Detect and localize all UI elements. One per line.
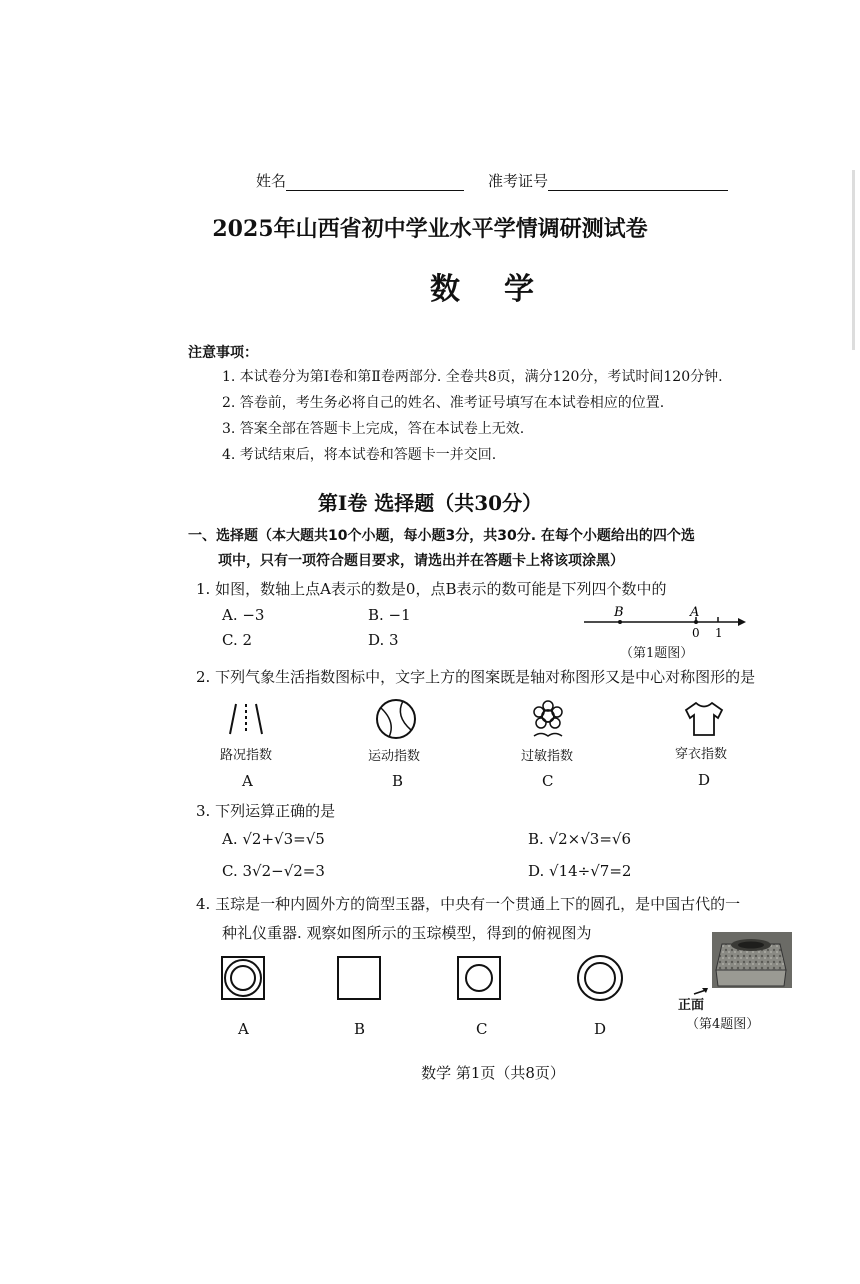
q2-icon-label-b: 运动指数 (368, 749, 421, 764)
q4-stem-2: 种礼仪重器. 观察如图所示的玉琮模型，得到的俯视图为 (222, 924, 592, 942)
q2-icon-label-c: 过敏指数 (521, 749, 574, 764)
q1-tick-0: 0 (692, 626, 700, 640)
q3-stem: 3. 下列运算正确的是 (196, 802, 336, 820)
q4-view-b (336, 955, 384, 1001)
page-title: 2025年山西省初中学业水平学情调研测试卷 (212, 216, 648, 242)
q1-tick-1: 1 (715, 626, 723, 640)
q4-view-c (456, 955, 504, 1001)
q3-option-d: D. √14÷√7=2 (528, 862, 632, 880)
name-blank (286, 174, 464, 191)
q2-stem: 2. 下列气象生活指数图标中，文字上方的图案既是轴对称图形又是中心对称图形的是 (196, 668, 756, 686)
flower-icon (528, 700, 568, 742)
q3-option-a: A. √2+√3=√5 (222, 830, 325, 848)
q1-stem: 1. 如图，数轴上点A表示的数是0，点B表示的数可能是下列四个数中的 (196, 580, 667, 598)
q4-view-a (220, 955, 268, 1001)
q2-letter-a: A (242, 772, 253, 790)
notice-item: 3. 答案全部在答题卡上完成，答在本试卷上无效. (222, 421, 525, 437)
q1-point-b-label: B (614, 605, 624, 620)
id-blank (548, 174, 728, 191)
section-title: 第Ⅰ卷 选择题（共30分） (317, 491, 543, 515)
q1-option-d: D. 3 (368, 631, 399, 649)
q2-icon-label-d: 穿衣指数 (675, 747, 728, 762)
q4-letter-a: A (238, 1020, 249, 1038)
q2-letter-c: C (542, 772, 554, 790)
q4-letter-d: D (594, 1020, 607, 1038)
shirt-icon (682, 700, 726, 738)
q4-stem-1: 4. 玉琮是一种内圆外方的筒型玉器，中央有一个贯通上下的圆孔，是中国古代的一 (196, 895, 741, 913)
part1-instructions-1: 一、选择题（本大题共10个小题，每小题3分，共30分. 在每个小题给出的四个选 (188, 528, 695, 544)
notice-heading: 注意事项： (188, 345, 258, 361)
q1-point-a-label: A (690, 605, 700, 620)
q4-view-d (575, 954, 625, 1002)
q2-letter-b: B (392, 772, 404, 790)
notice-item: 1. 本试卷分为第Ⅰ卷和第Ⅱ卷两部分. 全卷共8页，满分120分，考试时间120分钟. (222, 369, 723, 385)
ball-icon (373, 698, 419, 740)
name-field (256, 170, 464, 191)
notice-item: 2. 答卷前，考生务必将自己的姓名、准考证号填写在本试卷相应的位置. (222, 395, 665, 411)
q1-option-a: A. −3 (222, 606, 265, 624)
q2-letter-d: D (698, 771, 711, 789)
page-footer: 数学 第1页（共8页） (421, 1064, 565, 1082)
q1-option-c: C. 2 (222, 631, 253, 649)
q1-option-b: B. −1 (368, 606, 411, 624)
q3-option-b: B. √2×√3=√6 (528, 830, 632, 848)
road-icon (222, 700, 270, 738)
name-label: 姓名 (256, 172, 287, 190)
q1-figure-caption: （第1题图） (620, 646, 694, 661)
scan-edge-mark (852, 170, 855, 350)
subject-title: 数学 (430, 272, 578, 307)
q4-letter-c: C (476, 1020, 488, 1038)
id-label: 准考证号 (488, 172, 549, 190)
q3-option-c: C. 3√2−√2=3 (222, 862, 325, 880)
id-field (488, 170, 728, 191)
notice-item: 4. 考试结束后，将本试卷和答题卡一并交回. (222, 447, 497, 463)
q2-icon-label-a: 路况指数 (220, 748, 273, 763)
q4-figure-caption: （第4题图） (686, 1017, 760, 1032)
part1-instructions-2: 项中，只有一项符合题目要求，请选出并在答题卡上将该项涂黑） (218, 553, 624, 569)
q4-front-label: 正面 (678, 998, 705, 1013)
q4-letter-b: B (354, 1020, 366, 1038)
q4-jade-cong-photo (676, 930, 796, 998)
